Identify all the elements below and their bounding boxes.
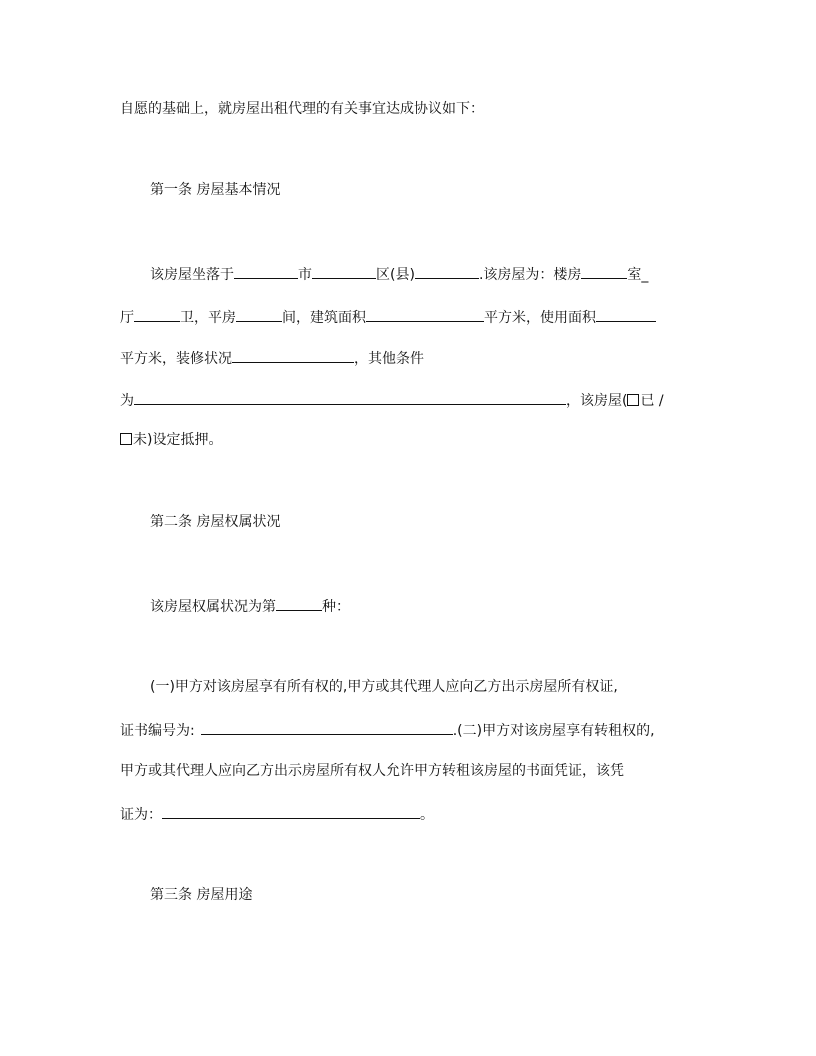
article2-para2 — [120, 720, 698, 740]
article1-heading-text: 第一条 房屋基本情况 — [150, 182, 281, 198]
text: 该房屋权属状况为第 — [150, 599, 276, 615]
text: ，其他条件 — [354, 351, 424, 367]
article2-heading-text: 第二条 房屋权属状况 — [150, 514, 281, 530]
blank-certificate-number[interactable] — [201, 720, 453, 735]
article1-heading — [150, 181, 698, 199]
article2-para4 — [120, 804, 698, 824]
article1-line1 — [150, 264, 698, 284]
text: 平方米，装修状况 — [120, 351, 232, 367]
text: 未)设定抵押。 — [133, 432, 223, 448]
text: 平方米，使用面积 — [484, 310, 596, 326]
text: 卫，平房 — [180, 310, 236, 326]
checkbox-already[interactable] — [627, 394, 639, 406]
article3-heading — [150, 886, 698, 904]
blank-city[interactable] — [234, 264, 298, 279]
text: .(二)甲方对该房屋享有转租权的, — [452, 723, 655, 739]
text: 该房屋坐落于 — [150, 267, 234, 283]
article2-line1 — [150, 596, 698, 616]
article2-para1 — [150, 678, 698, 696]
text: ，该房屋( — [566, 393, 628, 409]
text: 区(县) — [376, 267, 415, 283]
text: 厅 — [120, 310, 134, 326]
text: 为 — [120, 393, 134, 409]
blank-type[interactable] — [276, 596, 322, 611]
text: 证为： — [120, 807, 162, 823]
checkbox-not[interactable] — [120, 433, 132, 445]
text: 种： — [322, 599, 350, 615]
article1-line4 — [120, 390, 698, 410]
text: 。 — [420, 807, 434, 823]
text: .该房屋为：楼房 — [478, 267, 582, 283]
text: 已 / — [640, 393, 664, 409]
intro-text: 自愿的基础上，就房屋出租代理的有关事宜达成协议如下： — [120, 101, 484, 117]
blank-voucher[interactable] — [162, 804, 420, 819]
blank-county[interactable] — [415, 264, 479, 279]
text: 市 — [298, 267, 312, 283]
article1-line2 — [120, 307, 698, 327]
text: (一)甲方对该房屋享有所有权的,甲方或其代理人应向乙方出示房屋所有权证, — [150, 679, 618, 695]
article2-para3 — [120, 762, 698, 780]
article2-heading — [150, 513, 698, 531]
blank-usable-area[interactable] — [596, 307, 656, 322]
intro-line — [120, 100, 698, 118]
text: 甲方或其代理人应向乙方出示房屋所有权人允许甲方转租该房屋的书面凭证，该凭 — [120, 763, 624, 779]
blank-bungalow[interactable] — [236, 307, 282, 322]
text: 室_ — [627, 267, 649, 283]
article1-line3 — [120, 348, 698, 368]
blank-other-conditions[interactable] — [134, 390, 566, 405]
text: 证书编号为: — [120, 723, 195, 739]
text: 间，建筑面积 — [282, 310, 366, 326]
blank-decoration[interactable] — [232, 348, 354, 363]
article1-line5 — [120, 431, 698, 449]
blank-bath[interactable] — [134, 307, 180, 322]
blank-rooms[interactable] — [581, 264, 627, 279]
blank-building-area[interactable] — [366, 307, 484, 322]
article3-heading-text: 第三条 房屋用途 — [150, 887, 253, 903]
blank-district[interactable] — [312, 264, 376, 279]
